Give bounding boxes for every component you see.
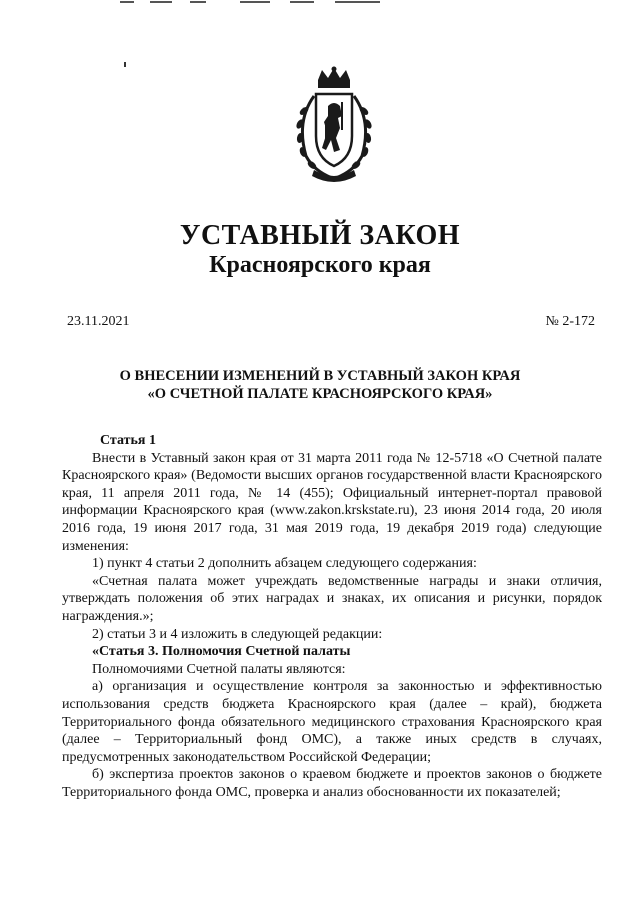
coat-of-arms-icon: [284, 66, 384, 186]
document-subtitle: Красноярского края: [209, 252, 431, 278]
paragraph: 2) статьи 3 и 4 изложить в следующей редакции:: [92, 626, 383, 642]
document-body: [62, 432, 602, 801]
paragraph: 1) пункт 4 статьи 2 дополнить абзацем следующего содержания:: [92, 556, 477, 572]
article-3-title: «Статья 3. Полномочия Счетной палаты: [92, 644, 351, 660]
paragraph: Внести в Уставный закон края от 31 марта 2011 года № 12-5718 «О Счетной палате Красноярского края» (Ведомости высших органов государственной власти Красноярского края, 11 апреля 2011 года, № 14 (455); Официальный интернет-портал правовой информации Красноярского края (www.zakon.krskstate.ru), 23 июня 2014 года, 20 июля 2016 года, 19 июня 2017 года, 31 мая 2019 года, 19 декабря 2019 года) следующие изменения:: [62, 450, 602, 554]
document-heading: [0, 367, 640, 403]
heading-line-2: «О СЧЕТНОЙ ПАЛАТЕ КРАСНОЯРСКОГО КРАЯ»: [147, 386, 493, 402]
paragraph: «Счетная палата может учреждать ведомственные награды и знаки отличия, утверждать положения об этих наградах и знаках, их описания и рисунки, порядок награждения.»;: [62, 573, 602, 624]
article-1-title: Статья 1: [100, 433, 156, 448]
heading-line-1: О ВНЕСЕНИИ ИЗМЕНЕНИЙ В УСТАВНЫЙ ЗАКОН КРАЯ: [119, 368, 521, 384]
document-number: № 2-172: [545, 314, 595, 329]
scan-speck: [124, 62, 126, 67]
scan-artifact: [110, 0, 410, 6]
paragraph: б) экспертиза проектов законов о краевом бюджете и проектов законов о бюджете Территориального фонда ОМС, проверка и анализ обоснованности их показателей;: [62, 767, 602, 800]
paragraph: Полномочиями Счетной палаты являются:: [92, 661, 346, 677]
paragraph: а) организация и осуществление контроля за законностью и эффективностью использования средств бюджета Красноярского края (далее – край), бюджета Территориального фонда обязательного медицинского страхования Красноярского края (далее – Территориальный фонд ОМС), а также иных средств в случаях, предусмотренных законодательством Российской Федерации;: [62, 679, 602, 765]
document-date: 23.11.2021: [67, 314, 130, 329]
document-title: УСТАВНЫЙ ЗАКОН: [179, 220, 461, 251]
